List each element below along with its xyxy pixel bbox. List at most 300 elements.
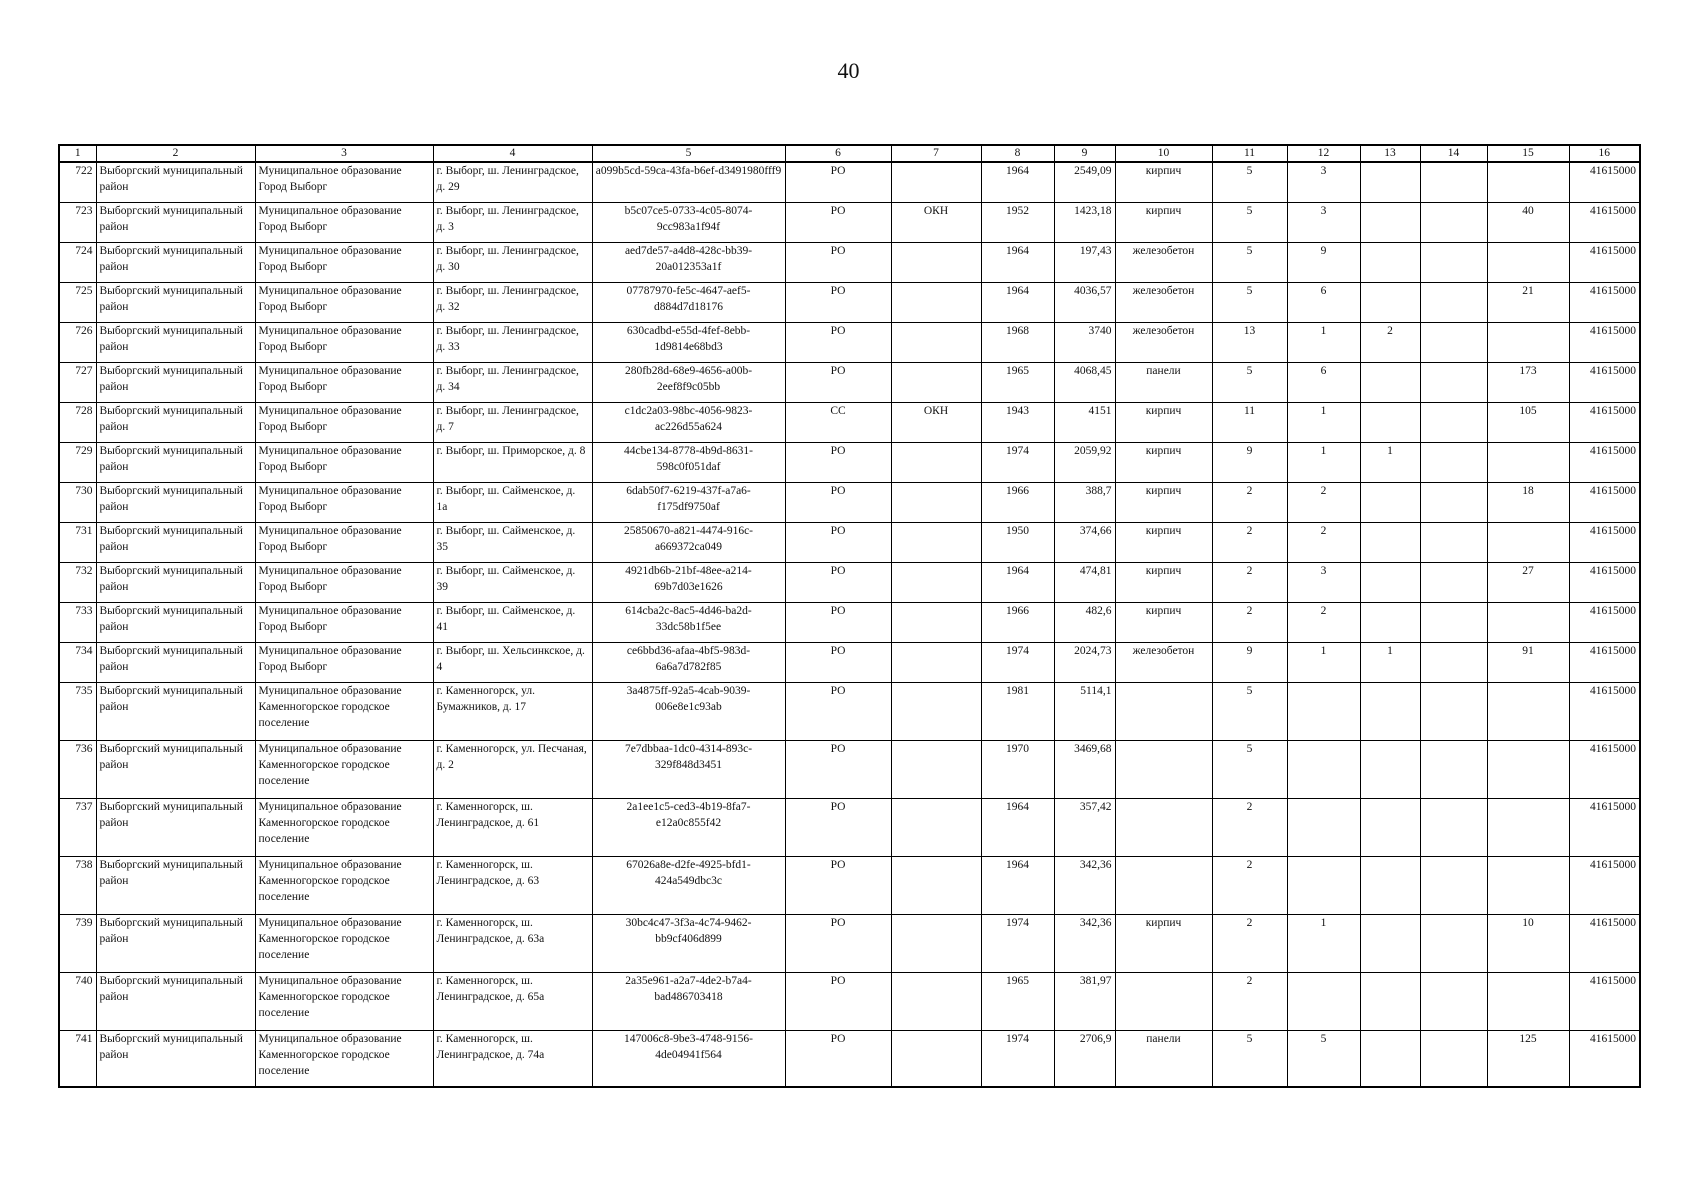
column-header-1: 1 xyxy=(59,145,96,162)
cell-col-14 xyxy=(1420,562,1487,602)
cell-management-type: РО xyxy=(785,202,891,242)
cell-col-15 xyxy=(1487,322,1569,362)
cell-management-type: РО xyxy=(785,1030,891,1087)
cell-management-type: РО xyxy=(785,972,891,1030)
cell-address: г. Выборг, ш. Ленинградское, д. 7 xyxy=(433,402,592,442)
column-header-2: 2 xyxy=(96,145,255,162)
cell-col-15 xyxy=(1487,972,1569,1030)
cell-row-number: 722 xyxy=(59,162,96,202)
cell-col-14 xyxy=(1420,482,1487,522)
cell-district: Выборгский муниципальный район xyxy=(96,322,255,362)
cell-fias-id: ce6bbd36-afaa-4bf5-983d-6a6a7d782f85 xyxy=(592,642,785,682)
cell-area: 4151 xyxy=(1054,402,1115,442)
cell-col-12 xyxy=(1287,972,1360,1030)
cell-floors: 2 xyxy=(1212,562,1287,602)
cell-floors: 5 xyxy=(1212,202,1287,242)
cell-col-12: 6 xyxy=(1287,282,1360,322)
cell-wall-material: железобетон xyxy=(1115,282,1212,322)
cell-heritage-status xyxy=(891,442,981,482)
cell-col-12: 2 xyxy=(1287,602,1360,642)
column-header-12: 12 xyxy=(1287,145,1360,162)
cell-floors: 5 xyxy=(1212,1030,1287,1087)
cell-municipality: Муниципальное образование Каменногорское городское поселение xyxy=(255,1030,433,1087)
cell-oktmo-code: 41615000 xyxy=(1569,1030,1640,1087)
cell-col-14 xyxy=(1420,202,1487,242)
cell-district: Выборгский муниципальный район xyxy=(96,682,255,740)
cell-year-built: 1974 xyxy=(981,914,1054,972)
table-row xyxy=(59,562,1640,602)
cell-row-number: 729 xyxy=(59,442,96,482)
cell-heritage-status: ОКН xyxy=(891,402,981,442)
cell-col-14 xyxy=(1420,162,1487,202)
cell-wall-material: кирпич xyxy=(1115,914,1212,972)
cell-row-number: 725 xyxy=(59,282,96,322)
cell-municipality: Муниципальное образование Город Выборг xyxy=(255,162,433,202)
cell-floors: 2 xyxy=(1212,602,1287,642)
cell-year-built: 1965 xyxy=(981,362,1054,402)
cell-fias-id: 614cba2c-8ac5-4d46-ba2d-33dc58b1f5ee xyxy=(592,602,785,642)
cell-col-14 xyxy=(1420,1030,1487,1087)
cell-wall-material xyxy=(1115,972,1212,1030)
table-body xyxy=(59,162,1640,1087)
cell-col-15: 125 xyxy=(1487,1030,1569,1087)
cell-col-15: 105 xyxy=(1487,402,1569,442)
cell-heritage-status xyxy=(891,562,981,602)
cell-address: г. Выборг, ш. Ленинградское, д. 3 xyxy=(433,202,592,242)
cell-col-12 xyxy=(1287,856,1360,914)
cell-management-type: РО xyxy=(785,562,891,602)
cell-heritage-status xyxy=(891,322,981,362)
cell-col-14 xyxy=(1420,798,1487,856)
cell-col-14 xyxy=(1420,282,1487,322)
cell-col-13: 1 xyxy=(1360,642,1420,682)
cell-col-15 xyxy=(1487,522,1569,562)
cell-management-type: РО xyxy=(785,682,891,740)
cell-col-14 xyxy=(1420,914,1487,972)
cell-fias-id: 30bc4c47-3f3a-4c74-9462-bb9cf406d899 xyxy=(592,914,785,972)
cell-address: г. Каменногорск, ул. Песчаная, д. 2 xyxy=(433,740,592,798)
cell-heritage-status xyxy=(891,1030,981,1087)
column-header-8: 8 xyxy=(981,145,1054,162)
cell-col-13 xyxy=(1360,362,1420,402)
cell-oktmo-code: 41615000 xyxy=(1569,362,1640,402)
cell-year-built: 1974 xyxy=(981,1030,1054,1087)
cell-oktmo-code: 41615000 xyxy=(1569,914,1640,972)
cell-floors: 11 xyxy=(1212,402,1287,442)
cell-fias-id: 44cbe134-8778-4b9d-8631-598c0f051daf xyxy=(592,442,785,482)
cell-floors: 2 xyxy=(1212,798,1287,856)
table-row xyxy=(59,522,1640,562)
cell-row-number: 736 xyxy=(59,740,96,798)
cell-municipality: Муниципальное образование Город Выборг xyxy=(255,282,433,322)
cell-municipality: Муниципальное образование Город Выборг xyxy=(255,362,433,402)
cell-row-number: 726 xyxy=(59,322,96,362)
cell-floors: 2 xyxy=(1212,856,1287,914)
cell-district: Выборгский муниципальный район xyxy=(96,282,255,322)
cell-area: 342,36 xyxy=(1054,914,1115,972)
cell-oktmo-code: 41615000 xyxy=(1569,322,1640,362)
cell-address: г. Выборг, ш. Ленинградское, д. 32 xyxy=(433,282,592,322)
cell-fias-id: 67026a8e-d2fe-4925-bfd1-424a549dbc3c xyxy=(592,856,785,914)
cell-heritage-status xyxy=(891,522,981,562)
cell-area: 4036,57 xyxy=(1054,282,1115,322)
cell-management-type: РО xyxy=(785,162,891,202)
cell-wall-material xyxy=(1115,740,1212,798)
cell-oktmo-code: 41615000 xyxy=(1569,642,1640,682)
cell-management-type: РО xyxy=(785,282,891,322)
cell-municipality: Муниципальное образование Каменногорское городское поселение xyxy=(255,856,433,914)
cell-fias-id: 3a4875ff-92a5-4cab-9039-006e8e1c93ab xyxy=(592,682,785,740)
cell-district: Выборгский муниципальный район xyxy=(96,562,255,602)
cell-wall-material: кирпич xyxy=(1115,482,1212,522)
cell-col-13 xyxy=(1360,682,1420,740)
cell-fias-id: 4921db6b-21bf-48ee-a214-69b7d03e1626 xyxy=(592,562,785,602)
column-number-header-row xyxy=(59,145,1640,162)
cell-col-13 xyxy=(1360,282,1420,322)
cell-address: г. Каменногорск, ш. Ленинградское, д. 74а xyxy=(433,1030,592,1087)
cell-year-built: 1981 xyxy=(981,682,1054,740)
cell-row-number: 740 xyxy=(59,972,96,1030)
cell-heritage-status xyxy=(891,856,981,914)
cell-oktmo-code: 41615000 xyxy=(1569,202,1640,242)
cell-floors: 5 xyxy=(1212,242,1287,282)
cell-floors: 9 xyxy=(1212,442,1287,482)
cell-district: Выборгский муниципальный район xyxy=(96,914,255,972)
cell-col-12: 1 xyxy=(1287,642,1360,682)
cell-col-14 xyxy=(1420,682,1487,740)
cell-fias-id: 630cadbd-e55d-4fef-8ebb-1d9814e68bd3 xyxy=(592,322,785,362)
cell-row-number: 737 xyxy=(59,798,96,856)
cell-row-number: 730 xyxy=(59,482,96,522)
cell-floors: 2 xyxy=(1212,914,1287,972)
cell-col-15 xyxy=(1487,740,1569,798)
cell-year-built: 1974 xyxy=(981,442,1054,482)
cell-area: 2059,92 xyxy=(1054,442,1115,482)
cell-col-13 xyxy=(1360,402,1420,442)
cell-heritage-status xyxy=(891,740,981,798)
cell-col-14 xyxy=(1420,642,1487,682)
cell-oktmo-code: 41615000 xyxy=(1569,740,1640,798)
cell-oktmo-code: 41615000 xyxy=(1569,856,1640,914)
cell-address: г. Выборг, ш. Приморское, д. 8 xyxy=(433,442,592,482)
cell-area: 3469,68 xyxy=(1054,740,1115,798)
cell-district: Выборгский муниципальный район xyxy=(96,162,255,202)
cell-address: г. Каменногорск, ш. Ленинградское, д. 65а xyxy=(433,972,592,1030)
cell-year-built: 1964 xyxy=(981,282,1054,322)
cell-col-14 xyxy=(1420,972,1487,1030)
cell-fias-id: 2a35e961-a2a7-4de2-b7a4-bad486703418 xyxy=(592,972,785,1030)
cell-address: г. Выборг, ш. Сайменское, д. 1а xyxy=(433,482,592,522)
cell-col-15: 91 xyxy=(1487,642,1569,682)
cell-col-13 xyxy=(1360,202,1420,242)
cell-management-type: РО xyxy=(785,740,891,798)
cell-area: 1423,18 xyxy=(1054,202,1115,242)
cell-management-type: РО xyxy=(785,914,891,972)
cell-district: Выборгский муниципальный район xyxy=(96,242,255,282)
cell-oktmo-code: 41615000 xyxy=(1569,602,1640,642)
cell-col-15: 10 xyxy=(1487,914,1569,972)
cell-col-14 xyxy=(1420,322,1487,362)
cell-area: 5114,1 xyxy=(1054,682,1115,740)
cell-col-12 xyxy=(1287,682,1360,740)
cell-col-13 xyxy=(1360,798,1420,856)
cell-heritage-status xyxy=(891,682,981,740)
table-row xyxy=(59,602,1640,642)
cell-floors: 5 xyxy=(1212,162,1287,202)
cell-col-12: 1 xyxy=(1287,322,1360,362)
cell-col-12: 1 xyxy=(1287,402,1360,442)
cell-oktmo-code: 41615000 xyxy=(1569,522,1640,562)
cell-floors: 5 xyxy=(1212,740,1287,798)
cell-municipality: Муниципальное образование Город Выборг xyxy=(255,642,433,682)
table-row xyxy=(59,914,1640,972)
table-row xyxy=(59,442,1640,482)
cell-col-13 xyxy=(1360,522,1420,562)
cell-col-12 xyxy=(1287,798,1360,856)
cell-row-number: 731 xyxy=(59,522,96,562)
cell-area: 2549,09 xyxy=(1054,162,1115,202)
cell-row-number: 735 xyxy=(59,682,96,740)
cell-management-type: РО xyxy=(785,482,891,522)
cell-col-13 xyxy=(1360,740,1420,798)
cell-address: г. Каменногорск, ул. Бумажников, д. 17 xyxy=(433,682,592,740)
cell-col-12: 2 xyxy=(1287,482,1360,522)
cell-col-15 xyxy=(1487,682,1569,740)
cell-oktmo-code: 41615000 xyxy=(1569,402,1640,442)
cell-heritage-status xyxy=(891,482,981,522)
cell-col-14 xyxy=(1420,242,1487,282)
cell-district: Выборгский муниципальный район xyxy=(96,972,255,1030)
table-row xyxy=(59,242,1640,282)
table-row xyxy=(59,740,1640,798)
cell-year-built: 1943 xyxy=(981,402,1054,442)
cell-year-built: 1966 xyxy=(981,482,1054,522)
cell-heritage-status xyxy=(891,642,981,682)
cell-row-number: 738 xyxy=(59,856,96,914)
cell-oktmo-code: 41615000 xyxy=(1569,562,1640,602)
cell-col-15 xyxy=(1487,798,1569,856)
cell-col-13: 2 xyxy=(1360,322,1420,362)
cell-fias-id: 280fb28d-68e9-4656-a00b-2eef8f9c05bb xyxy=(592,362,785,402)
housing-registry-table xyxy=(58,144,1641,1088)
cell-area: 357,42 xyxy=(1054,798,1115,856)
cell-area: 197,43 xyxy=(1054,242,1115,282)
table-row xyxy=(59,162,1640,202)
table-row xyxy=(59,856,1640,914)
cell-area: 482,6 xyxy=(1054,602,1115,642)
cell-floors: 2 xyxy=(1212,522,1287,562)
cell-floors: 2 xyxy=(1212,972,1287,1030)
cell-row-number: 723 xyxy=(59,202,96,242)
cell-fias-id: 07787970-fe5c-4647-aef5-d884d7d18176 xyxy=(592,282,785,322)
cell-district: Выборгский муниципальный район xyxy=(96,482,255,522)
cell-row-number: 741 xyxy=(59,1030,96,1087)
cell-municipality: Муниципальное образование Город Выборг xyxy=(255,442,433,482)
table-row xyxy=(59,1030,1640,1087)
cell-col-12: 6 xyxy=(1287,362,1360,402)
cell-management-type: РО xyxy=(785,602,891,642)
cell-col-13 xyxy=(1360,1030,1420,1087)
cell-col-14 xyxy=(1420,522,1487,562)
cell-district: Выборгский муниципальный район xyxy=(96,402,255,442)
cell-area: 4068,45 xyxy=(1054,362,1115,402)
table-row xyxy=(59,682,1640,740)
cell-management-type: РО xyxy=(785,442,891,482)
cell-col-13 xyxy=(1360,482,1420,522)
cell-col-12: 3 xyxy=(1287,562,1360,602)
cell-heritage-status xyxy=(891,242,981,282)
cell-col-12: 9 xyxy=(1287,242,1360,282)
cell-management-type: РО xyxy=(785,522,891,562)
column-header-15: 15 xyxy=(1487,145,1569,162)
cell-col-12: 5 xyxy=(1287,1030,1360,1087)
cell-year-built: 1964 xyxy=(981,562,1054,602)
cell-year-built: 1970 xyxy=(981,740,1054,798)
table-row xyxy=(59,322,1640,362)
cell-fias-id: 147006c8-9be3-4748-9156-4de04941f564 xyxy=(592,1030,785,1087)
cell-address: г. Каменногорск, ш. Ленинградское, д. 63а xyxy=(433,914,592,972)
cell-address: г. Выборг, ш. Ленинградское, д. 30 xyxy=(433,242,592,282)
cell-heritage-status xyxy=(891,914,981,972)
cell-municipality: Муниципальное образование Город Выборг xyxy=(255,402,433,442)
cell-heritage-status xyxy=(891,602,981,642)
cell-wall-material: кирпич xyxy=(1115,202,1212,242)
cell-management-type: СС xyxy=(785,402,891,442)
cell-col-15: 21 xyxy=(1487,282,1569,322)
cell-area: 388,7 xyxy=(1054,482,1115,522)
cell-municipality: Муниципальное образование Город Выборг xyxy=(255,242,433,282)
cell-col-12: 2 xyxy=(1287,522,1360,562)
cell-wall-material xyxy=(1115,798,1212,856)
cell-municipality: Муниципальное образование Каменногорское городское поселение xyxy=(255,682,433,740)
cell-col-12: 1 xyxy=(1287,914,1360,972)
table-row xyxy=(59,282,1640,322)
cell-fias-id: a099b5cd-59ca-43fa-b6ef-d3491980fff9 xyxy=(592,162,785,202)
cell-heritage-status xyxy=(891,282,981,322)
column-header-16: 16 xyxy=(1569,145,1640,162)
cell-col-12: 1 xyxy=(1287,442,1360,482)
cell-municipality: Муниципальное образование Город Выборг xyxy=(255,202,433,242)
table-row xyxy=(59,482,1640,522)
cell-col-15 xyxy=(1487,602,1569,642)
cell-col-13 xyxy=(1360,242,1420,282)
cell-row-number: 727 xyxy=(59,362,96,402)
cell-district: Выборгский муниципальный район xyxy=(96,740,255,798)
column-header-5: 5 xyxy=(592,145,785,162)
cell-area: 3740 xyxy=(1054,322,1115,362)
cell-municipality: Муниципальное образование Город Выборг xyxy=(255,482,433,522)
cell-year-built: 1968 xyxy=(981,322,1054,362)
cell-heritage-status xyxy=(891,362,981,402)
cell-col-13 xyxy=(1360,856,1420,914)
cell-row-number: 724 xyxy=(59,242,96,282)
cell-municipality: Муниципальное образование Каменногорское городское поселение xyxy=(255,798,433,856)
cell-heritage-status: ОКН xyxy=(891,202,981,242)
cell-wall-material: панели xyxy=(1115,362,1212,402)
cell-wall-material: железобетон xyxy=(1115,242,1212,282)
cell-floors: 2 xyxy=(1212,482,1287,522)
cell-municipality: Муниципальное образование Город Выборг xyxy=(255,322,433,362)
cell-row-number: 732 xyxy=(59,562,96,602)
cell-address: г. Каменногорск, ш. Ленинградское, д. 61 xyxy=(433,798,592,856)
cell-col-14 xyxy=(1420,402,1487,442)
table-row xyxy=(59,402,1640,442)
column-header-9: 9 xyxy=(1054,145,1115,162)
cell-year-built: 1950 xyxy=(981,522,1054,562)
cell-col-14 xyxy=(1420,740,1487,798)
cell-oktmo-code: 41615000 xyxy=(1569,798,1640,856)
cell-year-built: 1964 xyxy=(981,798,1054,856)
cell-wall-material: кирпич xyxy=(1115,442,1212,482)
cell-row-number: 734 xyxy=(59,642,96,682)
cell-wall-material: кирпич xyxy=(1115,162,1212,202)
cell-wall-material: кирпич xyxy=(1115,522,1212,562)
column-header-7: 7 xyxy=(891,145,981,162)
cell-oktmo-code: 41615000 xyxy=(1569,242,1640,282)
column-header-10: 10 xyxy=(1115,145,1212,162)
cell-col-15: 27 xyxy=(1487,562,1569,602)
cell-district: Выборгский муниципальный район xyxy=(96,442,255,482)
cell-fias-id: 2a1ee1c5-ced3-4b19-8fa7-e12a0c855f42 xyxy=(592,798,785,856)
cell-wall-material: кирпич xyxy=(1115,602,1212,642)
cell-floors: 5 xyxy=(1212,682,1287,740)
cell-year-built: 1965 xyxy=(981,972,1054,1030)
cell-management-type: РО xyxy=(785,322,891,362)
cell-col-12: 3 xyxy=(1287,202,1360,242)
cell-col-13 xyxy=(1360,602,1420,642)
cell-address: г. Выборг, ш. Ленинградское, д. 34 xyxy=(433,362,592,402)
cell-col-15 xyxy=(1487,442,1569,482)
cell-oktmo-code: 41615000 xyxy=(1569,162,1640,202)
cell-wall-material: железобетон xyxy=(1115,642,1212,682)
table-row xyxy=(59,798,1640,856)
cell-col-14 xyxy=(1420,856,1487,914)
cell-fias-id: c1dc2a03-98bc-4056-9823-ac226d55a624 xyxy=(592,402,785,442)
cell-floors: 5 xyxy=(1212,362,1287,402)
cell-col-14 xyxy=(1420,442,1487,482)
cell-wall-material xyxy=(1115,856,1212,914)
cell-year-built: 1966 xyxy=(981,602,1054,642)
cell-municipality: Муниципальное образование Каменногорское городское поселение xyxy=(255,972,433,1030)
cell-col-14 xyxy=(1420,602,1487,642)
cell-fias-id: b5c07ce5-0733-4c05-8074-9cc983a1f94f xyxy=(592,202,785,242)
cell-row-number: 733 xyxy=(59,602,96,642)
cell-year-built: 1974 xyxy=(981,642,1054,682)
cell-area: 381,97 xyxy=(1054,972,1115,1030)
cell-row-number: 739 xyxy=(59,914,96,972)
cell-district: Выборгский муниципальный район xyxy=(96,642,255,682)
cell-address: г. Выборг, ш. Сайменское, д. 35 xyxy=(433,522,592,562)
cell-area: 342,36 xyxy=(1054,856,1115,914)
cell-col-13 xyxy=(1360,562,1420,602)
cell-col-12: 3 xyxy=(1287,162,1360,202)
cell-wall-material: кирпич xyxy=(1115,562,1212,602)
cell-col-15 xyxy=(1487,242,1569,282)
cell-col-15: 18 xyxy=(1487,482,1569,522)
cell-wall-material: панели xyxy=(1115,1030,1212,1087)
cell-oktmo-code: 41615000 xyxy=(1569,282,1640,322)
cell-management-type: РО xyxy=(785,798,891,856)
cell-municipality: Муниципальное образование Город Выборг xyxy=(255,602,433,642)
cell-oktmo-code: 41615000 xyxy=(1569,972,1640,1030)
cell-district: Выборгский муниципальный район xyxy=(96,602,255,642)
table-row xyxy=(59,362,1640,402)
cell-oktmo-code: 41615000 xyxy=(1569,442,1640,482)
cell-col-15: 173 xyxy=(1487,362,1569,402)
cell-col-15 xyxy=(1487,162,1569,202)
cell-oktmo-code: 41615000 xyxy=(1569,682,1640,740)
cell-municipality: Муниципальное образование Каменногорское городское поселение xyxy=(255,740,433,798)
